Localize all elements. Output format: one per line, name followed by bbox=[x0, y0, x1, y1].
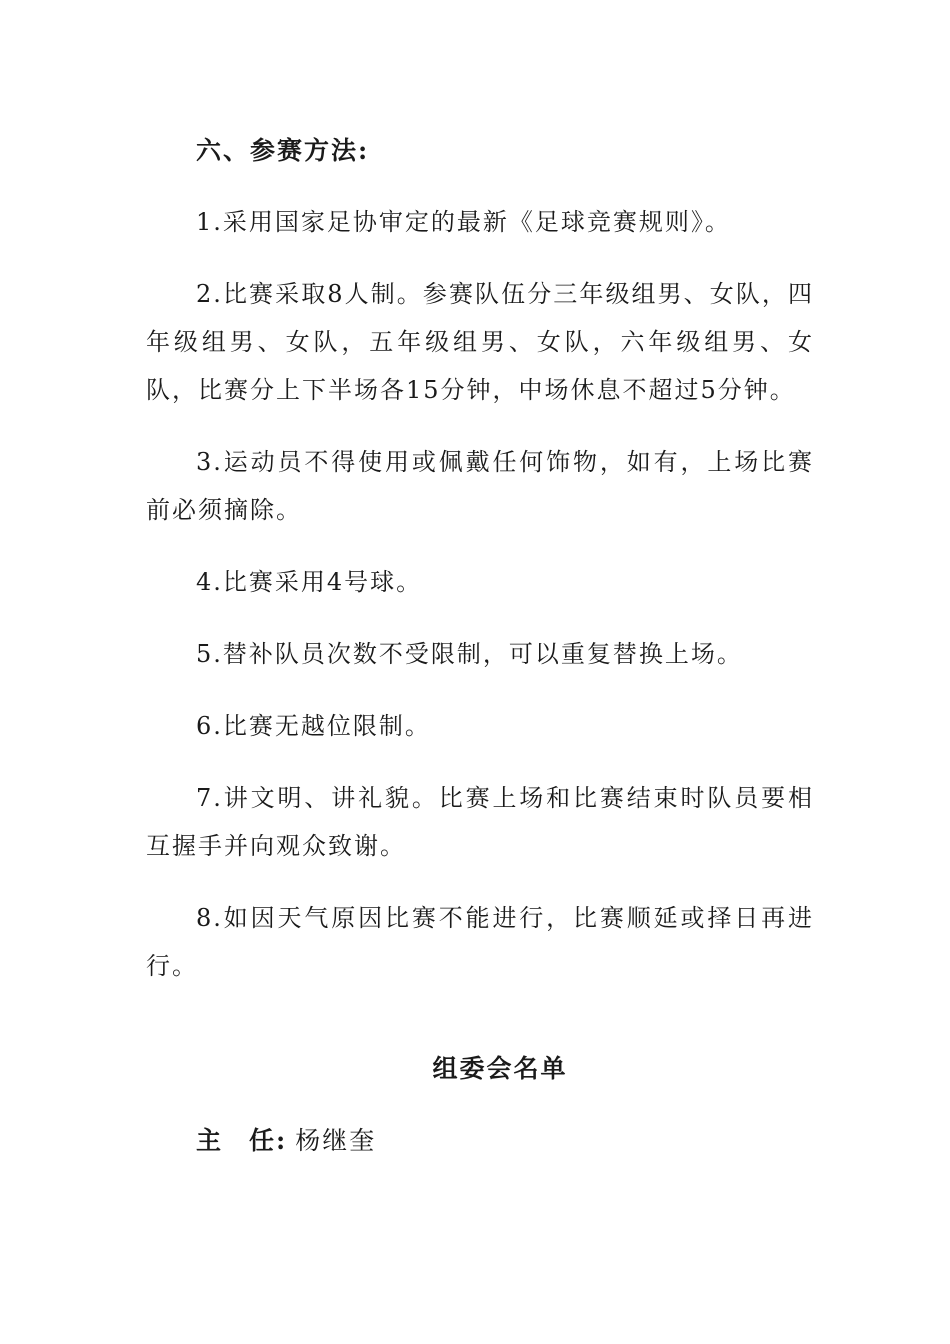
director-role-second: 任: bbox=[249, 1126, 288, 1155]
committee-director-row bbox=[196, 1118, 376, 1164]
rule-item-5: 5.替补队员次数不受限制，可以重复替换上场。 bbox=[196, 640, 743, 668]
rule-item-1: 1.采用国家足协审定的最新《足球竞赛规则》。 bbox=[196, 208, 731, 236]
rule-item-6: 6.比赛无越位限制。 bbox=[196, 712, 431, 740]
committee-title: 组委会名单 bbox=[432, 1054, 568, 1083]
section-heading: 六、参赛方法: bbox=[196, 136, 370, 165]
rule-item-3: 3.运动员不得使用或佩戴任何饰物，如有，上场比赛前必须摘除。 bbox=[146, 448, 814, 524]
director-role-first: 主 bbox=[196, 1126, 224, 1155]
rule-item-8: 8.如因天气原因比赛不能进行，比赛顺延或择日再进行。 bbox=[146, 904, 814, 980]
rule-item-2: 2.比赛采取8人制。参赛队伍分三年级组男、女队，四年级组男、女队，五年级组男、女队，六年级组男、女队，比赛分上下半场各15分钟，中场休息不超过5分钟。 bbox=[146, 280, 814, 404]
rule-item-7: 7.讲文明、讲礼貌。比赛上场和比赛结束时队员要相互握手并向观众致谢。 bbox=[146, 784, 814, 860]
director-role-label bbox=[196, 1126, 287, 1155]
rule-item-4: 4.比赛采用4号球。 bbox=[196, 568, 423, 596]
participation-method-section bbox=[146, 128, 814, 990]
director-name: 杨继奎 bbox=[295, 1126, 377, 1155]
